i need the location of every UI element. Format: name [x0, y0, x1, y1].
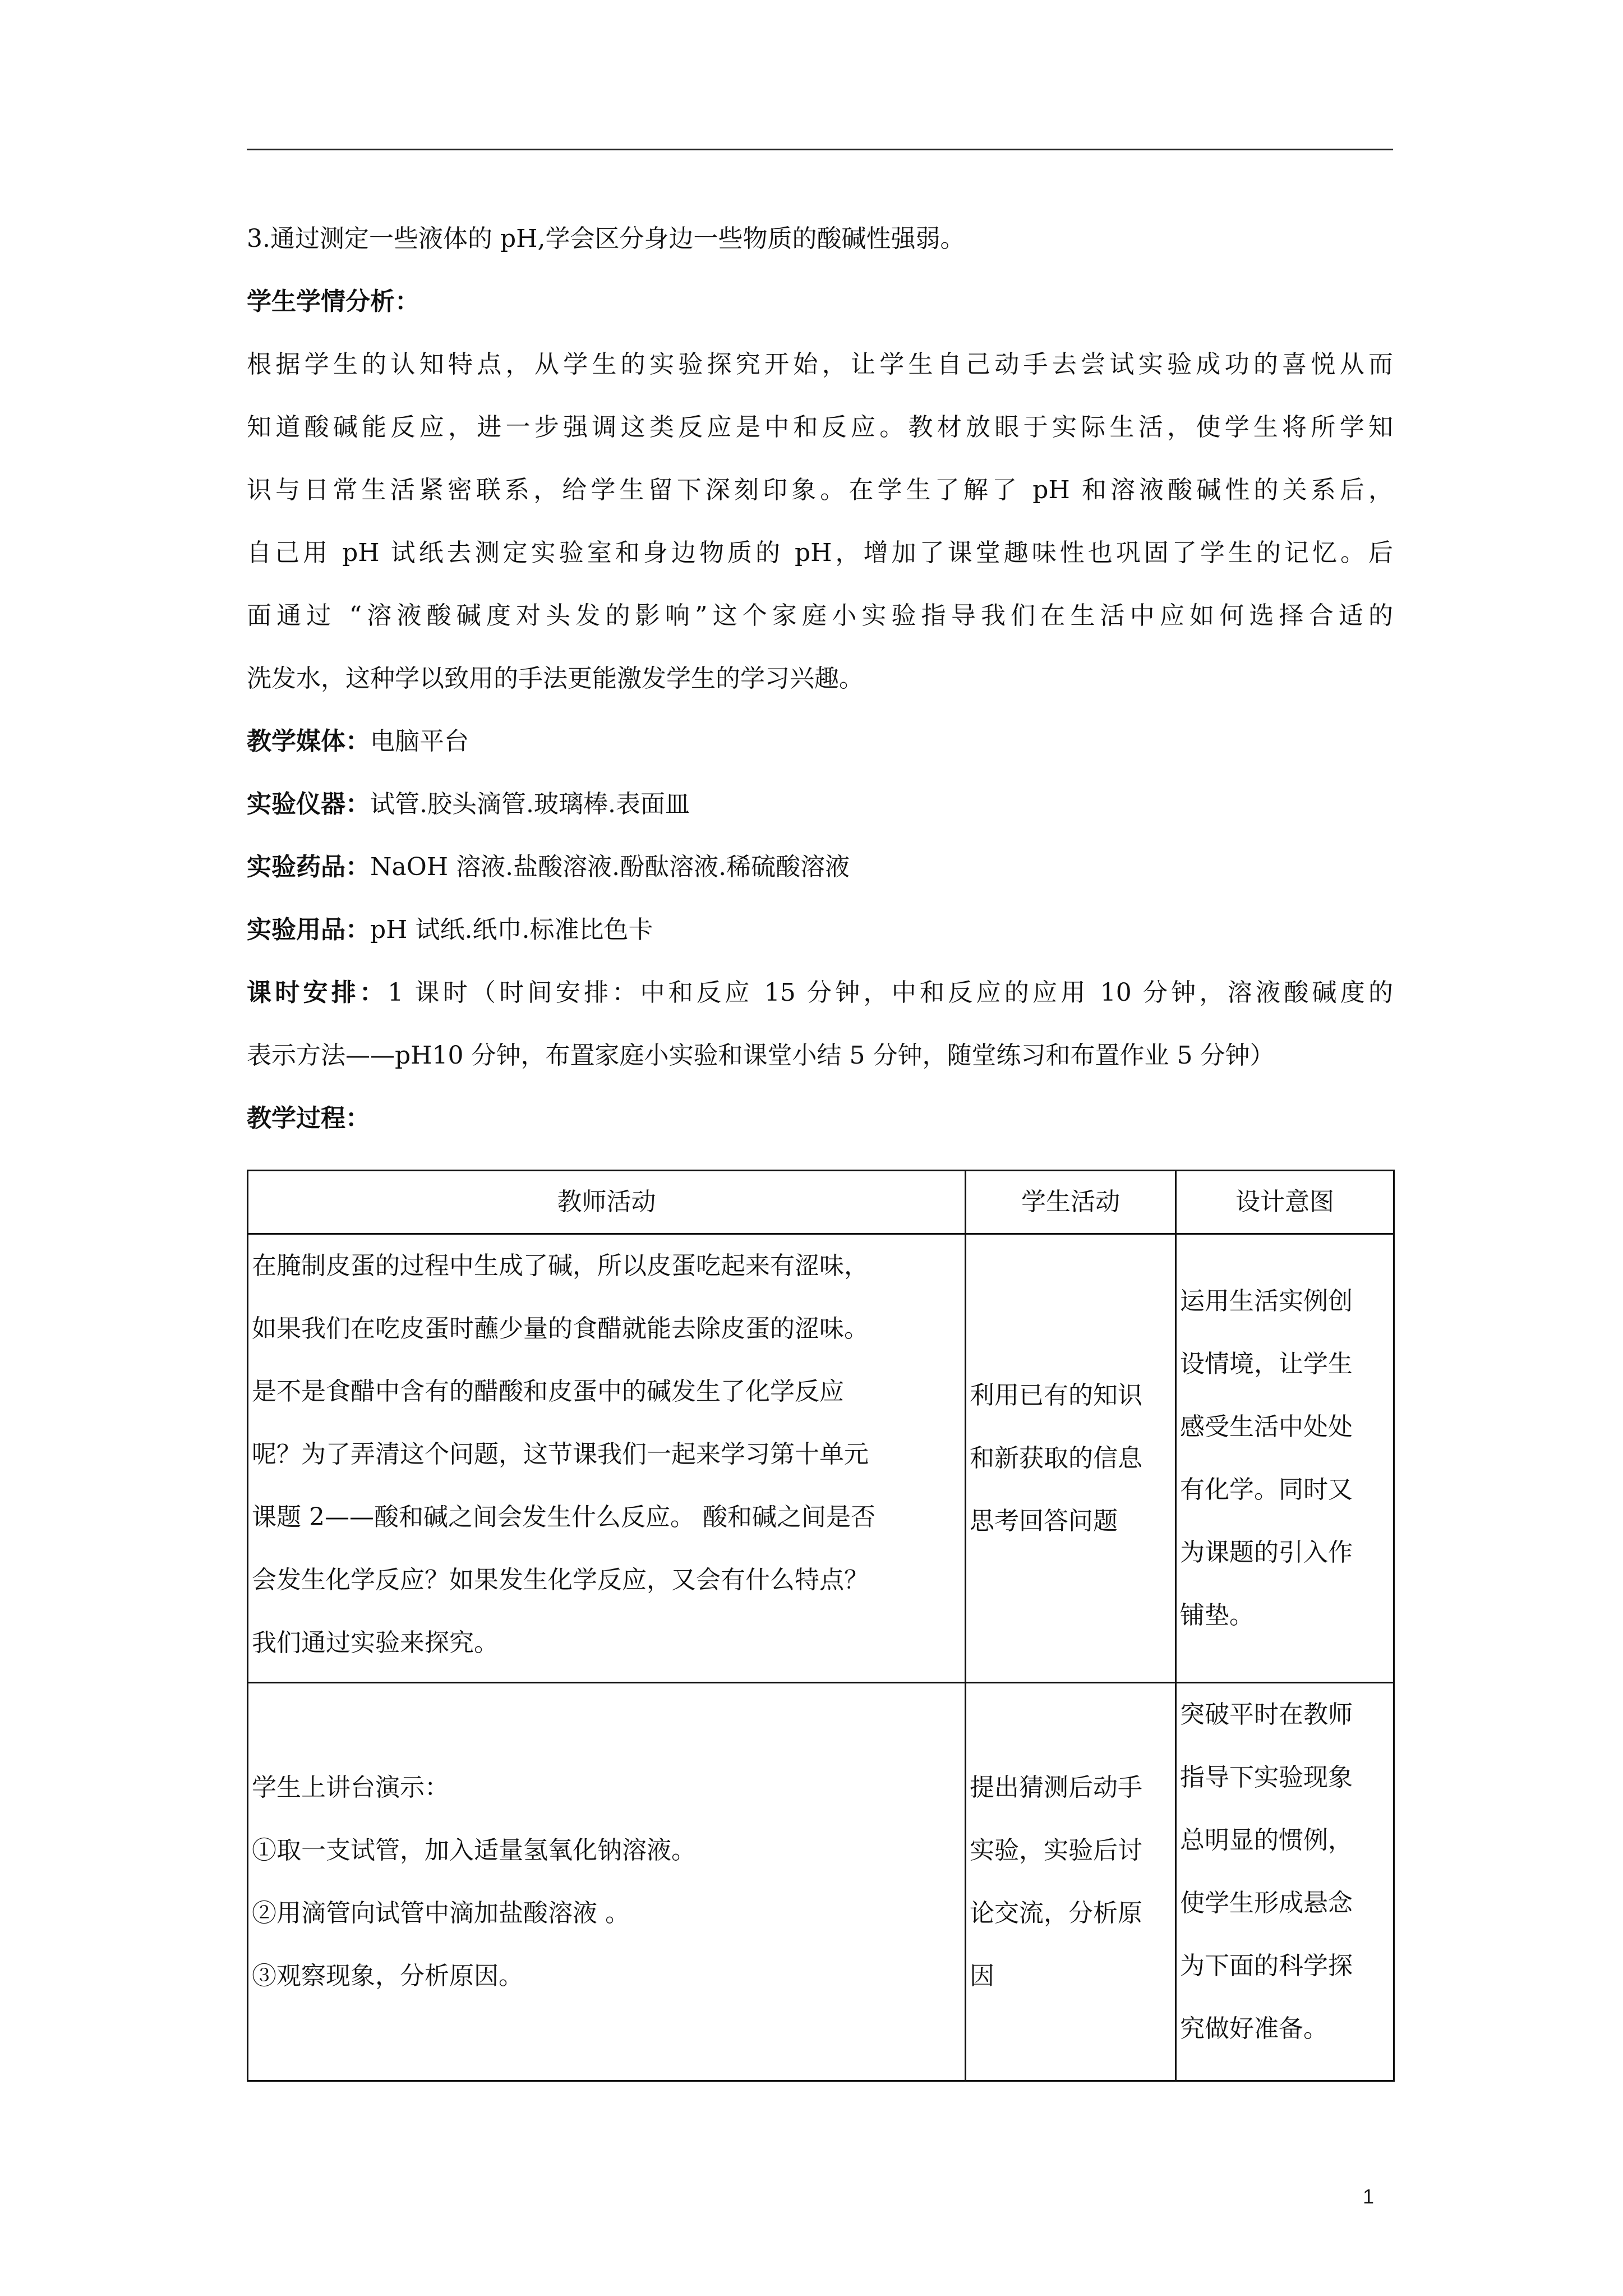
reagents-line [247, 836, 1393, 899]
student-activity-cell [966, 1234, 1176, 1683]
student-activity-cell [966, 1683, 1176, 2081]
cell-line: 究做好准备。 [1180, 2014, 1328, 2043]
cell-line: ③观察现象，分析原因。 [252, 1961, 523, 1990]
cell-line: 思考回答问题 [970, 1506, 1118, 1535]
analysis-line: 根据学生的认知特点，从学生的实验探究开始，让学生自己动手去尝试实验成功的喜悦从而 [247, 350, 1393, 379]
cell-line: 我们通过实验来探究。 [252, 1628, 499, 1657]
cell-line: ②用滴管向试管中滴加盐酸溶液 。 [252, 1898, 630, 1927]
teacher-activity-cell [248, 1234, 966, 1683]
analysis-line: 知道酸碱能反应，进一步强调这类反应是中和反应。教材放眼于实际生活，使学生将所学知 [247, 413, 1393, 441]
header-design-intent: 设计意图 [1176, 1171, 1394, 1234]
supplies-label: 实验用品： [247, 915, 370, 944]
cell-line: 利用已有的知识 [970, 1381, 1142, 1410]
schedule-line1: 1 课时（时间安排：中和反应 15 分钟，中和反应的应用 10 分钟，溶液酸碱度的 [388, 978, 1393, 1007]
media-line [247, 710, 1393, 773]
table-row [248, 1683, 1394, 2081]
analysis-line: 面通过 “溶液酸碱度对头发的影响”这个家庭小实验指导我们在生活中应如何选择合适的 [247, 601, 1393, 630]
cell-line: 铺垫。 [1180, 1600, 1254, 1630]
supplies-line [247, 899, 1393, 961]
media-label: 教学媒体： [247, 727, 370, 756]
cell-line: 学生上讲台演示： [252, 1773, 449, 1802]
schedule-label: 课时安排： [247, 978, 388, 1007]
table-header-row [248, 1171, 1394, 1234]
cell-line: 总明显的惯例， [1180, 1826, 1353, 1855]
objective-line: 3.通过测定一些液体的 pH,学会区分身边一些物质的酸碱性强弱。 [247, 224, 965, 253]
cell-line: 使学生形成悬念 [1180, 1889, 1353, 1917]
header-student-activity: 学生活动 [966, 1171, 1176, 1234]
process-heading: 教学过程： [247, 1104, 370, 1133]
cell-line: 有化学。同时又 [1180, 1475, 1353, 1504]
cell-line: 提出猜测后动手 [970, 1773, 1142, 1802]
analysis-line: 洗发水，这种学以致用的手法更能激发学生的学习兴趣。 [247, 664, 864, 693]
cell-line: 会发生化学反应？如果发生化学反应，又会有什么特点？ [252, 1566, 869, 1594]
document-body [247, 208, 1393, 1150]
cell-line: 和新获取的信息 [970, 1443, 1142, 1473]
cell-line: 是不是食醋中含有的醋酸和皮蛋中的碱发生了化学反应 [252, 1377, 844, 1406]
instruments-label: 实验仪器： [247, 790, 370, 818]
media-value: 电脑平台 [370, 727, 469, 756]
table-row [248, 1234, 1394, 1683]
header-rule [247, 149, 1393, 150]
cell-line: 设情境，让学生 [1180, 1349, 1353, 1378]
analysis-heading: 学生学情分析： [247, 287, 419, 316]
cell-line: 突破平时在教师 [1180, 1700, 1353, 1729]
cell-line: 实验，实验后讨 [970, 1835, 1142, 1865]
schedule-line [247, 961, 1393, 1024]
cell-line: 呢？为了弄清这个问题，这节课我们一起来学习第十单元 [252, 1440, 869, 1469]
teaching-process-table [247, 1170, 1395, 2082]
cell-line: 课题 2——酸和碱之间会发生什么反应。 酸和碱之间是否 [252, 1503, 875, 1531]
reagents-label: 实验药品： [247, 853, 370, 881]
header-teacher-activity: 教师活动 [248, 1171, 966, 1234]
schedule-line2: 表示方法——pH10 分钟，布置家庭小实验和课堂小结 5 分钟，随堂练习和布置作业 5 分钟） [247, 1041, 1275, 1070]
cell-line: 为课题的引入作 [1180, 1538, 1353, 1567]
cell-line: 如果我们在吃皮蛋时蘸少量的食醋就能去除皮蛋的涩味。 [252, 1314, 869, 1343]
cell-line: 运用生活实例创 [1180, 1286, 1353, 1315]
instruments-value: 试管.胶头滴管.玻璃棒.表面皿 [370, 790, 690, 818]
supplies-value: pH 试纸.纸巾.标准比色卡 [370, 915, 653, 944]
analysis-line: 自己用 pH 试纸去测定实验室和身边物质的 pH，增加了课堂趣味性也巩固了学生的记忆。后 [247, 539, 1393, 567]
teacher-activity-cell [248, 1683, 966, 2081]
cell-line: 指导下实验现象 [1180, 1763, 1353, 1792]
cell-line: 为下面的科学探 [1180, 1952, 1353, 1980]
instruments-line [247, 773, 1393, 836]
cell-line: 因 [970, 1961, 994, 1990]
analysis-line: 识与日常生活紧密联系，给学生留下深刻印象。在学生了解了 pH 和溶液酸碱性的关系后， [247, 476, 1393, 504]
cell-line: 论交流，分析原 [970, 1898, 1142, 1927]
page-number: 1 [1363, 2185, 1375, 2208]
cell-line: ①取一支试管，加入适量氢氧化钠溶液。 [252, 1835, 696, 1865]
cell-line: 感受生活中处处 [1180, 1412, 1353, 1441]
cell-line: 在腌制皮蛋的过程中生成了碱，所以皮蛋吃起来有涩味， [252, 1251, 869, 1280]
design-intent-cell [1176, 1234, 1394, 1683]
reagents-value: NaOH 溶液.盐酸溶液.酚酞溶液.稀硫酸溶液 [370, 853, 850, 881]
design-intent-cell [1176, 1683, 1394, 2081]
